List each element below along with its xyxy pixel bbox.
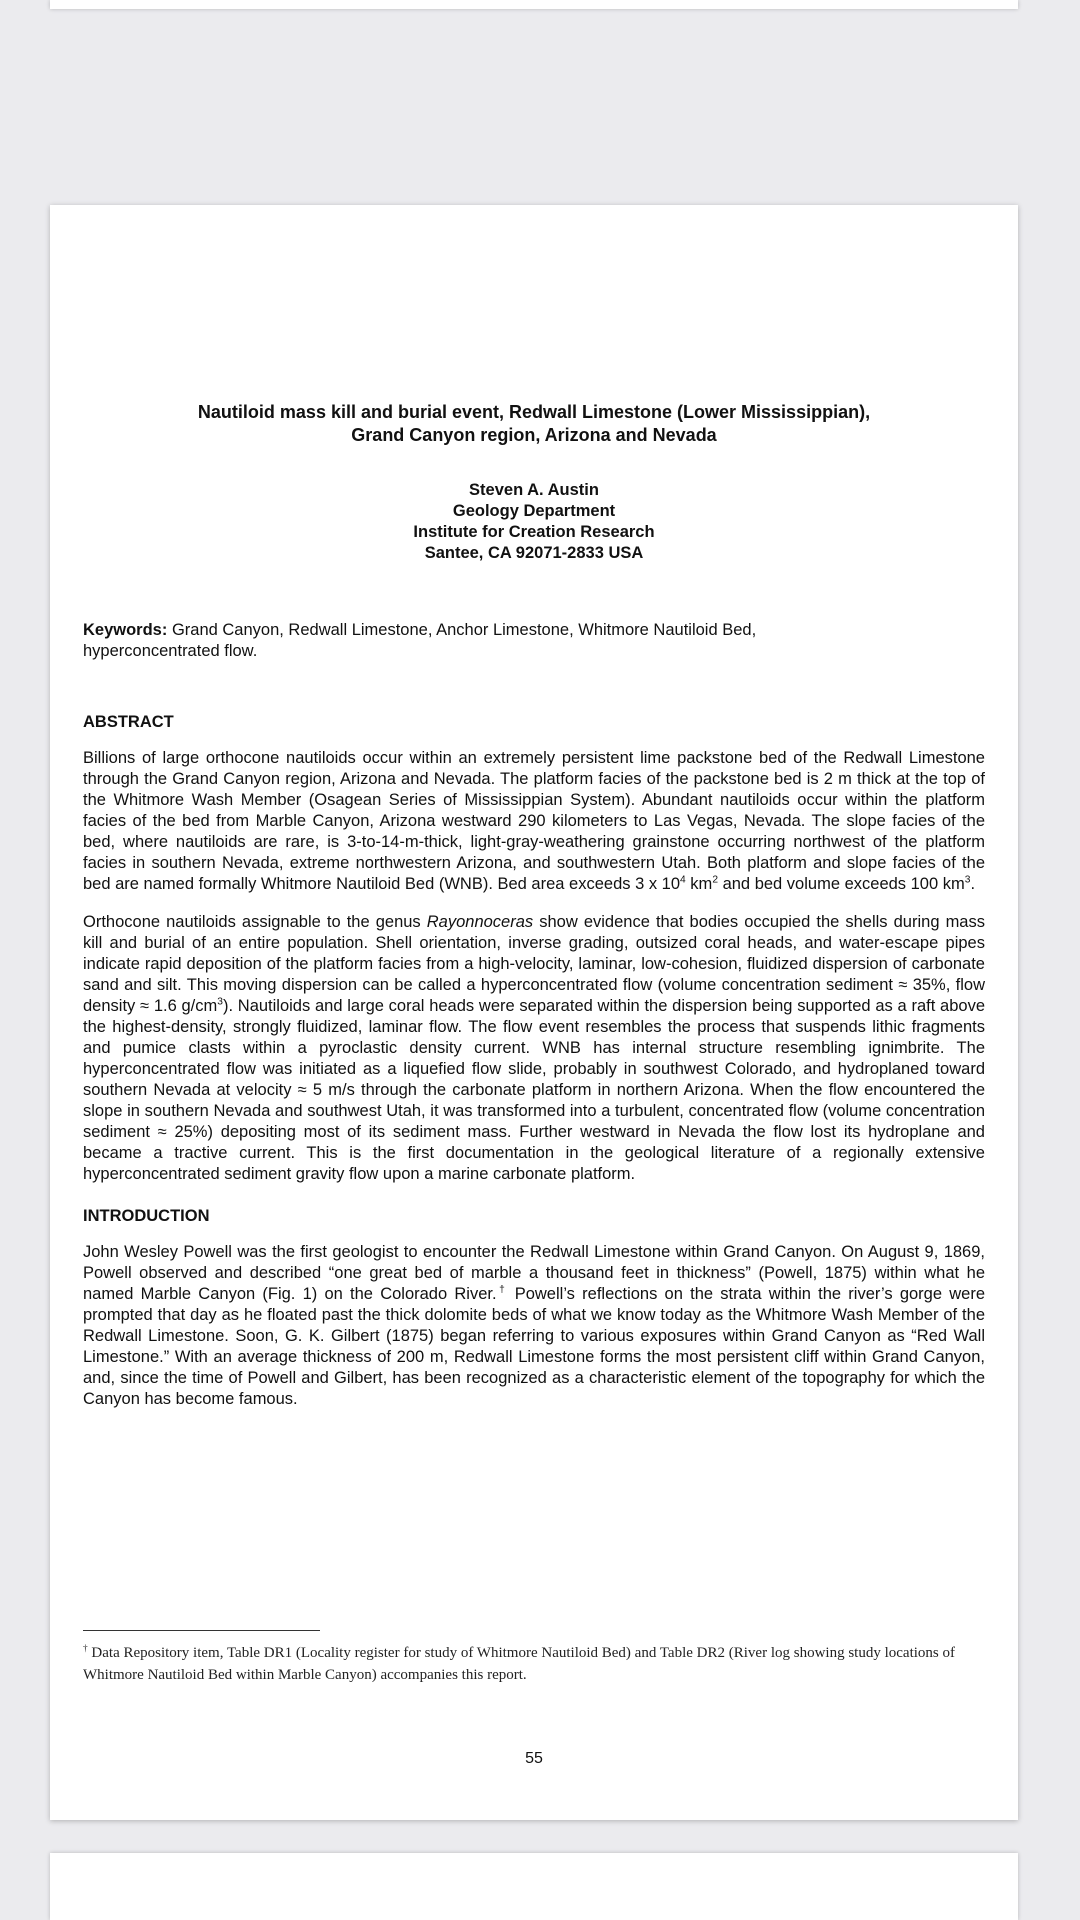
abstract-paragraph-1: Billions of large orthocone nautiloids occur within an extremely persistent lime packstone bed of the Redwall Limestone through the Grand Canyon region, Arizona and Nevada. The platform facies of the packstone bed is 2 m thick at the top of the Whitmore Wash Member (Osagean Series of Mississippian System). Abundant nautiloids occur within the platform facies of the bed from Marble Canyon, Arizona westward 290 kilometers to Las Vegas, Nevada. The slope facies of the bed, where nautiloids are rare, is 3-to-14-m-thick, light-gray-weathering grainstone occurring northwest of the platform facies in southern Nevada, extreme northwestern Arizona, and southwestern Utah. Both platform and slope facies of the bed are named formally Whitmore Nautiloid Bed (WNB). Bed area exceeds 3 x $10^4$ $km^2$ and bed volume exceeds 100 $km^3$.: [83, 749, 985, 893]
footnote-separator-rule: [83, 1630, 320, 1631]
author-block: [83, 480, 985, 564]
author-name: Steven A. Austin: [469, 481, 599, 499]
next-page-top-edge: [50, 1853, 1018, 1920]
paper-title-line-2: Grand Canyon region, Arizona and Nevada: [351, 425, 717, 445]
page-content: [83, 205, 985, 1410]
author-institute: Institute for Creation Research: [413, 523, 655, 541]
abstract-paragraph-2: Orthocone nautiloids assignable to the genus Rayonnoceras show evidence that bodies occupied the shells during mass kill and burial of an entire population. Shell orientation, inverse grading, outsized coral heads, and water-escape pipes indicate rapid deposition of the platform facies from a high-velocity, laminar, low-cohesion, fluidized dispersion of carbonate sand and silt. This moving dispersion can be called a hyperconcentrated flow (volume concentration sediment ≈ 35%, flow density ≈ 1.6 $g/cm^3$). Nautiloids and large coral heads were separated within the dispersion being supported as a raft above the highest-density, strongly fluidized, laminar flow. The flow event resembles the process that suspends lithic fragments and pumice clasts within a pyroclastic density current. WNB has internal structure resembling ignimbrite. The hyperconcentrated flow was initiated as a liquefied flow slide, probably in southwest Colorado, and hydroplaned toward southern Nevada at velocity ≈ 5 m/s through the carbonate platform in northern Arizona. When the flow encountered the slope in southern Nevada and southwest Utah, it was transformed into a turbulent, concentrated flow (volume concentration sediment ≈ 25%) depositing most of its sediment mass. Further westward in Nevada the flow lost its hydroplane and became a tractive current. This is the first documentation in the geological literature of a regionally extensive hyperconcentrated sediment gravity flow upon a marine carbonate platform.: [83, 913, 985, 1183]
keywords-line: Keywords: Grand Canyon, Redwall Limestone, Anchor Limestone, Whitmore Nautiloid Bed, hyperconcentrated flow.: [83, 621, 757, 660]
abstract-heading: ABSTRACT: [83, 713, 174, 731]
page-number: 55: [525, 1750, 543, 1767]
introduction-paragraph: John Wesley Powell was the first geologist to encounter the Redwall Limestone within Grand Canyon. On August 9, 1869, Powell observed and described “one great bed of marble a thousand feet in thickness” (Powell, 1875) within what he named Marble Canyon (Fig. 1) on the Colorado River.† Powell’s reflections on the strata within the river’s gorge were prompted that day as he floated past the thick dolomite beds of what we know today as the Whitmore Wash Member of the Redwall Limestone. Soon, G. K. Gilbert (1875) began referring to various exposures within Grand Canyon as “Red Wall Limestone.” With an average thickness of 200 m, Redwall Limestone forms the most persistent cliff within Grand Canyon, and, since the time of Powell and Gilbert, has been recognized as a characteristic element of the topography for which the Canyon has become famous.: [83, 1243, 985, 1408]
paper-title: [83, 401, 985, 447]
previous-page-bottom-edge: [50, 0, 1018, 9]
author-address: Santee, CA 92071-2833 USA: [424, 544, 644, 562]
footnote-area: [83, 1630, 985, 1686]
introduction-heading: INTRODUCTION: [83, 1207, 210, 1225]
document-page: [50, 205, 1018, 1820]
paper-title-line-1: Nautiloid mass kill and burial event, Redwall Limestone (Lower Mississippian),: [197, 402, 871, 422]
footnote-text: † Data Repository item, Table DR1 (Locality register for study of Whitmore Nautiloid Bed) and Table DR2 (River log showing study locations of Whitmore Nautiloid Bed within Marble Canyon) accompanies this report.: [83, 1644, 955, 1683]
author-department: Geology Department: [452, 502, 616, 520]
